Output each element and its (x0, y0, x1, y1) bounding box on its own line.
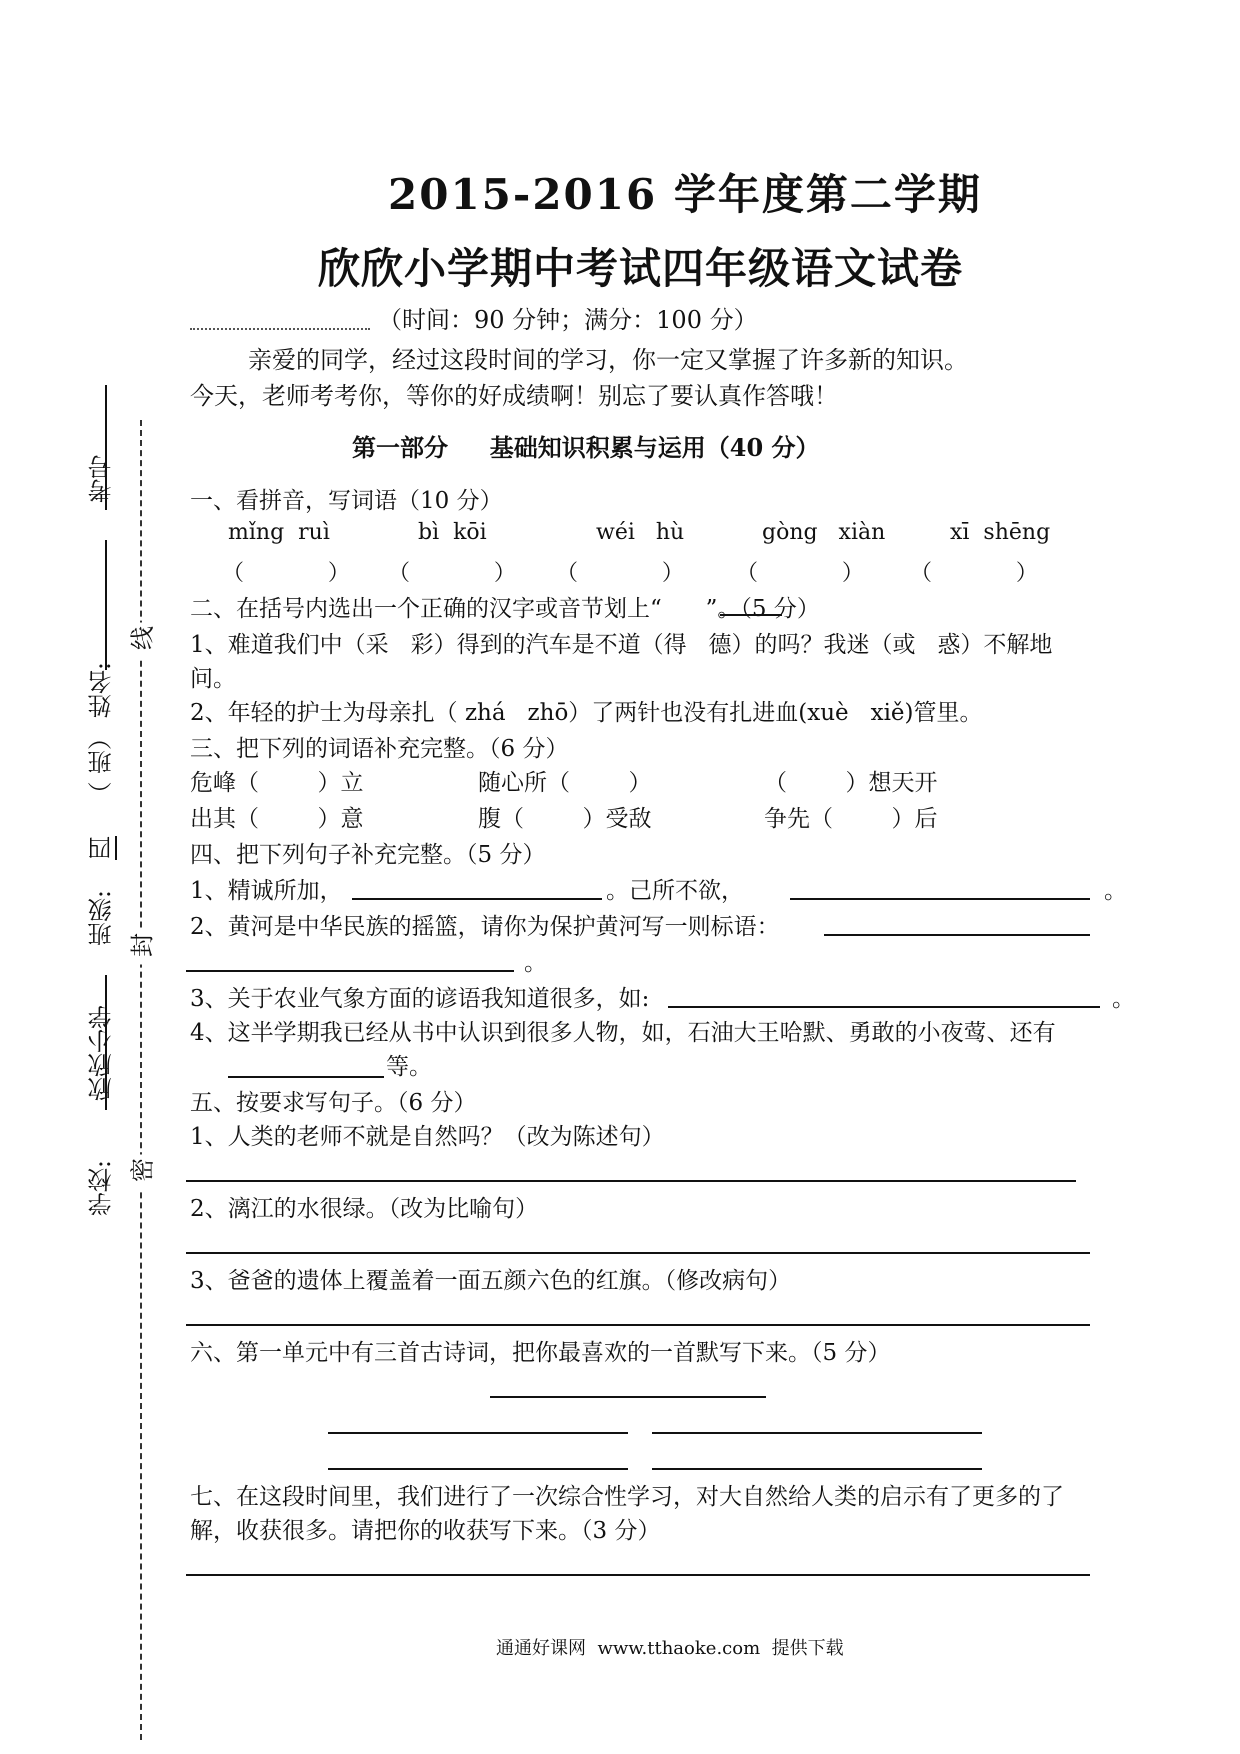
q7-answer-line[interactable] (186, 1574, 1090, 1576)
class-paren: （ 班） (88, 726, 116, 806)
q4-title: 四、把下列句子补充完整。（5 分） (190, 842, 546, 868)
q5-item2-answer-line[interactable] (186, 1252, 1090, 1254)
q4-item4-end: 等。 (386, 1054, 432, 1080)
q1-answer-1[interactable]: （ ） (222, 561, 350, 586)
q6-poem-line-2a[interactable] (328, 1468, 628, 1470)
q4-item2-end: 。 (524, 950, 547, 976)
seal-feng: 封 (130, 930, 154, 965)
q4-item3: 3、关于农业气象方面的谚语我知道很多，如: (190, 986, 650, 1012)
q4-item3-blank[interactable] (668, 1006, 1100, 1008)
q1-pinyin-4: gòng xiàn (762, 520, 886, 545)
name-blank-line (105, 540, 107, 670)
q4-item1-blank-2[interactable] (790, 898, 1090, 900)
q6-poem-line-1b[interactable] (652, 1432, 982, 1434)
kaohao-blank-line (105, 385, 107, 510)
q4-item4-line1: 4、这半学期我已经从书中认识到很多人物，如，石油大王哈默、勇敢的小夜莺、还有 (190, 1020, 1056, 1046)
q4-item2-blank-2[interactable] (186, 970, 514, 972)
q5-item3: 3、爸爸的遗体上覆盖着一面五颜六色的红旗。（修改病句） (190, 1268, 792, 1294)
class-label: 班级: (88, 890, 116, 947)
q5-item1-answer-line[interactable] (186, 1180, 1076, 1182)
q4-item1-a: 1、精诚所加， (190, 878, 343, 904)
q2-item1-line1: 1、难道我们中（采 彩）得到的汽车是不道（得 德）的吗？我迷（或 惑）不解地 (190, 632, 1053, 658)
q3-title: 三、把下列的词语补充完整。（6 分） (190, 736, 569, 762)
q7-line1: 七、在这段时间里，我们进行了一次综合性学习，对大自然给人类的启示有了更多的了 (190, 1484, 1064, 1510)
q4-item2: 2、黄河是中华民族的摇篮，请你为保护黄河写一则标语： (190, 914, 780, 940)
dotted-rule (190, 328, 370, 330)
time-info: （时间：90 分钟；满分：100 分） (378, 306, 758, 334)
part1-heading: 第一部分 基础知识积累与运用（40 分） (352, 433, 820, 462)
q1-answer-5[interactable]: （ ） (910, 561, 1038, 586)
q4-item4-blank[interactable] (228, 1076, 384, 1078)
footer-credit: 通通好课网 www.tthaoke.com 提供下载 (496, 1638, 844, 1659)
q6-poem-line-2b[interactable] (652, 1468, 982, 1470)
q6-title: 六、第一单元中有三首古诗词，把你最喜欢的一首默写下来。（5 分） (190, 1340, 891, 1366)
q6-poem-line-1a[interactable] (328, 1432, 628, 1434)
q1-pinyin-5: xī shēng (950, 520, 1051, 545)
title-line1: 2015-2016 学年度第二学期 (388, 170, 982, 219)
school-label: 学校: (88, 1160, 116, 1217)
q3-idiom-1[interactable]: 危峰（ ）立 (190, 770, 364, 796)
q5-item2: 2、漓江的水很绿。（改为比喻句） (190, 1196, 539, 1222)
q1-answer-3[interactable]: （ ） (556, 561, 684, 586)
q4-item1-b: 。己所不欲， (606, 878, 744, 904)
q2-title-underline-sample (720, 614, 782, 616)
school-value: 欣欣小学 (88, 1005, 116, 1101)
q1-pinyin-2: bì kōi (418, 520, 487, 545)
name-label: 姓名: (88, 662, 116, 719)
q5-item3-answer-line[interactable] (186, 1324, 1090, 1326)
intro-line2: 今天，老师考考你，等你的好成绩啊！别忘了要认真作答哦！ (190, 382, 838, 410)
q6-poem-title-line[interactable] (490, 1396, 766, 1398)
q4-item2-blank-1[interactable] (824, 934, 1090, 936)
q7-line2: 解，收获很多。请把你的收获写下来。（3 分） (190, 1518, 661, 1544)
q1-pinyin-1: mǐng ruì (228, 520, 330, 545)
q3-idiom-6[interactable]: 争先（ ）后 (764, 806, 938, 832)
q2-item1-line2: 问。 (190, 666, 236, 692)
q1-answer-2[interactable]: （ ） (388, 561, 516, 586)
q1-title: 一、看拼音，写词语（10 分） (190, 488, 503, 514)
q1-pinyin-3: wéi hù (596, 520, 685, 545)
school-blank-line (105, 975, 107, 1110)
q4-item1-blank-1[interactable] (352, 898, 602, 900)
q2-item2: 2、年轻的护士为母亲扎（ zhá zhō）了两针也没有扎进血(xuè xiě)管里。 (190, 700, 983, 726)
seal-xian: 线 (130, 623, 154, 658)
q3-idiom-3[interactable]: （ ）想天开 (764, 770, 938, 796)
title-line2: 欣欣小学期中考试四年级语文试卷 (318, 244, 964, 293)
q4-item3-end: 。 (1112, 986, 1135, 1012)
q4-item1-end: 。 (1104, 878, 1127, 904)
seal-mi: 密 (130, 1155, 154, 1190)
q2-title: 二、在括号内选出一个正确的汉字或音节划上“ ”。（5 分） (190, 596, 820, 622)
q3-idiom-4[interactable]: 出其（ ）意 (190, 806, 364, 832)
q1-answer-4[interactable]: （ ） (736, 561, 864, 586)
q3-idiom-2[interactable]: 随心所（ ） (478, 770, 652, 796)
intro-line1: 亲爱的同学，经过这段时间的学习，你一定又掌握了许多新的知识。 (248, 346, 968, 374)
q5-item1: 1、人类的老师不就是自然吗？（改为陈述句） (190, 1124, 665, 1150)
class-value: 四 (88, 836, 116, 860)
q3-idiom-5[interactable]: 腹（ ）受敌 (478, 806, 652, 832)
cut-line (140, 420, 142, 1740)
q5-title: 五、按要求写句子。（6 分） (190, 1090, 477, 1116)
kaohao-label: 考号 (88, 455, 116, 503)
